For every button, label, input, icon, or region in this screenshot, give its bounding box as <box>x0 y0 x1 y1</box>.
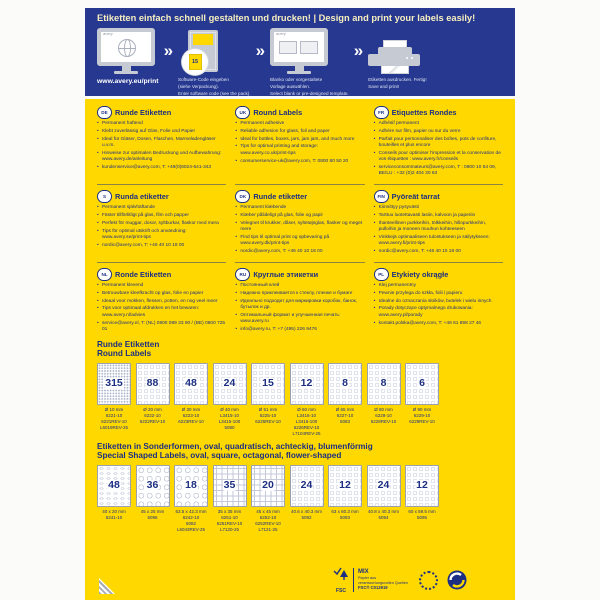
label-sheet-preview <box>251 363 285 405</box>
bullet-item: • info@avery.ru, T: +7 (495) 226 9476 <box>235 327 364 333</box>
brand-logo: avery <box>276 31 286 36</box>
step-caption-4: Etiketten ausdrucken. Fertig! Save and print! <box>368 77 427 89</box>
instruction-banner <box>85 8 515 96</box>
bullet-item: • Klej permanentny <box>374 283 503 289</box>
label-sheet-preview <box>136 363 170 405</box>
chevron-right-icon: » <box>353 41 364 60</box>
label-sheet-preview <box>328 363 362 405</box>
bullet-item: • Ihanteellinen purkkeihin, tölkkeihin, hillopurkkeihin, pulloihin ja moneen muuhun kohteeseen <box>374 221 503 234</box>
labels-per-sheet-count: 36 <box>146 479 159 492</box>
labels-per-sheet-count: 12 <box>339 479 351 492</box>
product-codes: Ø 60 mm L3416-10 L3416-100 6226REV-10 L7104REV-25 <box>292 406 321 436</box>
step-caption-3: Blanko oder vorgestaltete Vorlage auswählen. Select blank or pre-designed template. <box>270 77 349 96</box>
product-card <box>290 465 324 521</box>
language-bullets <box>374 121 503 178</box>
template-thumb-icon <box>279 41 297 54</box>
product-card <box>213 363 247 431</box>
table-title-en: Special Shaped Labels, oval, square, octagonal, flower-shaped <box>97 451 342 461</box>
product-cards-row <box>97 465 503 533</box>
pack-count-badge: 15 <box>189 54 202 70</box>
fsc-tree-icon <box>333 566 349 584</box>
product-card <box>251 465 285 533</box>
label-sheet-preview <box>367 363 401 405</box>
product-card <box>290 363 324 437</box>
product-card <box>367 363 401 425</box>
printer-icon <box>368 40 422 74</box>
bullet-item: • Ideal für Gläser, Dosen, Flaschen, Marmeladengläser u.v.m. <box>97 137 226 150</box>
language-bullets <box>374 205 503 255</box>
labels-per-sheet-count: 6 <box>419 377 425 390</box>
product-cards-row <box>97 363 503 437</box>
green-dot-emblem <box>447 570 467 590</box>
bullet-item: • Parfait pour personnaliser des boîtes, pots de confiture, bouteilles et plus encore <box>374 137 503 150</box>
fsc-mix-label: MIX <box>358 569 369 576</box>
language-title: Etykiety okrągłe <box>391 269 449 279</box>
product-codes: 35 x 35 mm 6251-10 6251REV-10 L7120-25 <box>216 508 243 532</box>
bullet-item: • nordic@avery.com, T: +46 40 10 18 00 <box>235 249 364 255</box>
language-section-de <box>97 106 226 185</box>
product-codes: 40.8 x 40.3 mm 5094 <box>367 508 399 520</box>
software-pack-icon <box>188 30 218 72</box>
bullet-item: • Permanent klevend <box>97 283 226 289</box>
label-sheet-preview <box>290 363 324 405</box>
bullet-item: • Ideal for bottles, boxes, jars, jam jars, and much more <box>235 137 364 143</box>
bullet-item: • Permanent adhesive <box>235 121 364 127</box>
bullet-item: • Betrouwbare kleefkracht op glas, folie en papier <box>97 291 226 297</box>
labels-per-sheet-count: 20 <box>262 479 274 492</box>
bullet-item: • service@avery.nl, T: (NL) 0800 089 33 90 / (BE) 0800 725 01 <box>97 321 226 334</box>
language-section-nl <box>97 268 226 335</box>
chevron-right-icon: » <box>255 41 266 60</box>
bullet-item: • Adhésif permanent <box>374 121 503 127</box>
bullet-item: • serviceconsommateurs@avery.com, T : 0800 10 54 09, BE/LU : +32 (0)2 404 30 63 <box>374 165 503 178</box>
step-caption-2: Software-Code eingeben (siehe Verpackung). Enter software code (see the pack). <box>178 77 251 96</box>
product-codes: Ø 90 mm 6229-10 6229REV-10 <box>409 406 435 424</box>
product-card <box>328 465 362 521</box>
language-badge: S <box>97 190 112 203</box>
bullet-item: • nordic@avery.com, T: +46 40 10 18 00 <box>374 249 503 255</box>
bullet-item: • Pewnie przylega do szkła, folii i papieru <box>374 291 503 297</box>
label-sheet-preview <box>97 465 131 507</box>
bullet-item: • Надежно приклеивается к стеклу, пленке и бумаге <box>235 291 364 297</box>
language-title: Round Labels <box>253 107 303 117</box>
bullet-item: • Reliable adhesion for glass, foil and paper <box>235 129 364 135</box>
language-badge: FIN <box>374 190 389 203</box>
label-sheet-preview <box>290 465 324 507</box>
label-sheet-preview <box>328 465 362 507</box>
product-card <box>97 363 131 431</box>
monitor-globe-icon <box>97 28 155 74</box>
product-codes: 45 x 25 mm 5096 <box>140 508 165 520</box>
language-badge: FR <box>374 106 389 119</box>
labels-per-sheet-count: 12 <box>416 479 428 492</box>
bullet-item: • Hinweise zur optimalen Bedruckung und Aufbewahrung: www.avery.de/anleitung <box>97 151 226 164</box>
language-badge: UK <box>235 106 250 119</box>
workflow-steps <box>97 28 503 98</box>
language-badge: PL <box>374 268 389 281</box>
bullet-item: • Perfekt för muggar, dosor, syltburkar, flaskor med mera <box>97 221 226 227</box>
label-sheet-preview <box>251 465 285 507</box>
product-card <box>405 465 439 521</box>
bullet-item: • Conseils pour optimiser l'impression et la conservation de vos étiquettes : www.avery.fr/conseils <box>374 151 503 164</box>
bullet-item: • Идеально подходит для маркировки коробок, банок, бутылок и др. <box>235 299 364 312</box>
bullet-item: • Tips voor optimaal afdrukken en het bewaren: www.avery.nl/advies <box>97 306 226 319</box>
bullet-item: • Tips för optimal utskrift och användning: www.avery.se/print-tips <box>97 229 226 242</box>
bullet-item: • Kiinnittyy pysyvästi <box>374 205 503 211</box>
labels-per-sheet-count: 12 <box>300 377 313 390</box>
language-title: Runde Etiketten <box>115 107 172 117</box>
bullet-item: • Постоянный клей <box>235 283 364 289</box>
language-title: Круглые этикетки <box>253 269 319 279</box>
label-sheet-preview <box>136 465 170 507</box>
product-card <box>97 465 131 521</box>
bullet-item: • Idealne do oznaczania słoików, butelek i wielu innych <box>374 299 503 305</box>
bullet-item: • Fäster tillförlitligt på glas, film och papper <box>97 213 226 219</box>
language-section-fr <box>374 106 503 185</box>
language-section-s <box>97 190 226 263</box>
language-title: Pyöreät tarrat <box>391 191 440 201</box>
product-codes: 40 x 20 mm 6241-10 <box>102 508 126 520</box>
product-codes: Ø 51 mm 6225-10 6225REV-10 <box>255 406 281 424</box>
bullet-item: • Permanent självhäftande <box>97 205 226 211</box>
product-card <box>251 363 285 425</box>
product-codes: Ø 80 mm 6228-10 6228REV-10 <box>370 406 397 424</box>
language-bullets <box>235 121 364 165</box>
bullet-item: • kundenservice@avery.com, T: +49(0)6024-641-343 <box>97 165 226 171</box>
product-card <box>136 363 170 425</box>
stripes-triangle-icon <box>99 578 115 594</box>
language-section-dk <box>235 190 364 263</box>
label-sheet-preview <box>213 363 247 405</box>
product-codes: Ø 20 mm 6222-10 6222REV-10 <box>139 406 166 424</box>
fsc-logo <box>333 566 410 594</box>
bullet-item: • Adhère sur film, papier ou sur du verre <box>374 129 503 135</box>
language-bullets <box>97 121 226 171</box>
fsc-license-code: FSC® C013919 <box>358 585 388 591</box>
language-badge: RU <box>235 268 250 281</box>
language-section-fin <box>374 190 503 263</box>
bullet-item: • Vinkkejä optimaaliseen tulostukseen ja säilytykseen: www.avery.fi/print-tips <box>374 235 503 248</box>
bullet-item: • Klebt zuverlässig auf Glas, Folie und Papier <box>97 129 226 135</box>
language-bullets <box>97 205 226 249</box>
step-website <box>97 28 159 87</box>
language-badge: DK <box>235 190 250 203</box>
label-sheet-preview <box>97 363 131 405</box>
bullet-item: • nordic@avery.com, T: +46 40 10 18 00 <box>97 243 226 249</box>
language-section-uk <box>235 106 364 185</box>
bullet-item: • Tarttuu luotettavasti lasiin, kalvoon ja paperiin <box>374 213 503 219</box>
labels-per-sheet-count: 48 <box>185 377 197 390</box>
labels-per-sheet-count: 18 <box>185 479 197 492</box>
labels-per-sheet-count: 15 <box>262 377 274 390</box>
labels-per-sheet-count: 315 <box>105 377 123 390</box>
step-print <box>368 28 426 91</box>
table-title-en: Round Labels <box>97 349 152 359</box>
bullet-item: • Find tips til optimal print og opbevaring på www.avery.dk/print-tips <box>235 235 364 248</box>
globe-icon <box>118 39 136 57</box>
step-software-code <box>178 28 251 98</box>
label-sheet-preview <box>174 465 208 507</box>
language-title: Etiquettes Rondes <box>391 107 457 117</box>
labels-per-sheet-count: 48 <box>108 479 120 492</box>
table-title-de: Runde Etiketten <box>97 339 160 349</box>
brand-logo: avery <box>103 31 113 36</box>
language-section-pl <box>374 268 503 335</box>
bullet-item: • Permanent haftend <box>97 121 226 127</box>
chevron-right-icon: » <box>163 41 174 60</box>
product-codes: Ø 10 mm 6221-10 6221REV-10 L6019REV-25 <box>99 406 129 430</box>
labels-per-sheet-count: 8 <box>342 377 348 390</box>
bullet-item: • consumerservice-uk@avery.com, T: 0800 80 50 20 <box>235 159 364 165</box>
label-sheet-preview <box>174 363 208 405</box>
product-info-panel <box>85 99 515 600</box>
bullet-item: • Ideaal voor mokken, flessen, potten, en nog veel meer <box>97 299 226 305</box>
product-codes: Ø 30 mm 6223-10 6223REV-10 <box>178 406 204 424</box>
language-bullets <box>235 205 364 255</box>
table-title-de: Etiketten in Sonderformen, oval, quadratisch, achteckig, blumenförmig <box>97 441 373 451</box>
label-sheet-preview <box>405 465 439 507</box>
product-card <box>136 465 170 521</box>
language-badge: DE <box>97 106 112 119</box>
bullet-item: • Tips for optimal printing and storage: www.avery.co.uk/print-tips <box>235 144 364 157</box>
step-choose-template <box>270 28 349 98</box>
labels-per-sheet-count: 24 <box>377 479 390 492</box>
product-card <box>367 465 401 521</box>
language-title: Runde etiketter <box>253 191 308 201</box>
packaging-back <box>85 8 515 600</box>
product-codes: 63.5 x 42.3 mm 6242-10 5082 L6043REV-25 <box>175 508 207 532</box>
fsc-wordmark: FSC <box>336 588 346 594</box>
product-table-2 <box>97 442 503 533</box>
dotted-circle-emblem <box>419 571 438 590</box>
product-codes: Ø 40 mm L3415-10 L3415-100 5080 <box>218 406 241 430</box>
product-codes: 60 x 59.5 mm 5095 <box>408 508 436 520</box>
language-bullets <box>374 283 503 327</box>
step-caption-1: www.avery.eu/print <box>97 78 159 85</box>
bullet-item: • kontakt.polska@avery.com, T: +48 61 898 27 46 <box>374 321 503 327</box>
bullet-item: • Klæber pålideligt på glas, folie og papir <box>235 213 364 219</box>
template-thumb-icon <box>300 41 318 54</box>
product-codes: 45 x 45 mm 6252-10 6252REV-10 L7121-25 <box>255 508 281 532</box>
product-card <box>174 363 208 425</box>
labels-per-sheet-count: 35 <box>223 479 236 492</box>
labels-per-sheet-count: 8 <box>380 377 387 390</box>
language-bullets <box>97 283 226 333</box>
labels-per-sheet-count: 24 <box>300 479 313 492</box>
bullet-item: • Оптимальный формат и улучшенная печать: www.avery.ru <box>235 313 364 326</box>
product-codes: 40.6 x 40.3 mm 5092 <box>290 508 322 520</box>
product-table-1 <box>97 340 503 437</box>
label-circle-icon <box>182 49 208 75</box>
product-codes: Ø 65 mm 6227-10 5083 <box>335 406 355 424</box>
language-badge: NL <box>97 268 112 281</box>
certification-footer <box>85 566 515 594</box>
label-sheet-preview <box>213 465 247 507</box>
product-codes: 63 x 60.3 mm 5093 <box>331 508 359 520</box>
language-bullets <box>235 283 364 333</box>
product-card <box>213 465 247 533</box>
language-section-ru <box>235 268 364 335</box>
bullet-item: • Porady dotyczące optymalnego drukowania: www.avery.pl/porady <box>374 306 503 319</box>
label-sheet-preview <box>367 465 401 507</box>
banner-title: Etiketten einfach schnell gestalten und drucken! | Design and print your labels easily! <box>97 13 476 23</box>
label-sheet-preview <box>405 363 439 405</box>
language-title: Runda etiketter <box>115 191 169 201</box>
product-card <box>174 465 208 533</box>
product-card <box>328 363 362 425</box>
bullet-item: • Permanent klæbende <box>235 205 364 211</box>
language-title: Ronde Etiketten <box>115 269 172 279</box>
label-pack-icon <box>193 34 213 45</box>
language-sections <box>97 106 503 335</box>
fsc-source-text: Papier aus verantwortungsvollen Quellen <box>358 576 409 585</box>
bullet-item: • Velegnet til krukker, dåser, syltetøjsglas, flasker og meget mere <box>235 221 364 234</box>
product-card <box>405 363 439 425</box>
monitor-templates-icon <box>270 28 328 74</box>
labels-per-sheet-count: 24 <box>223 377 236 390</box>
labels-per-sheet-count: 88 <box>146 377 159 390</box>
